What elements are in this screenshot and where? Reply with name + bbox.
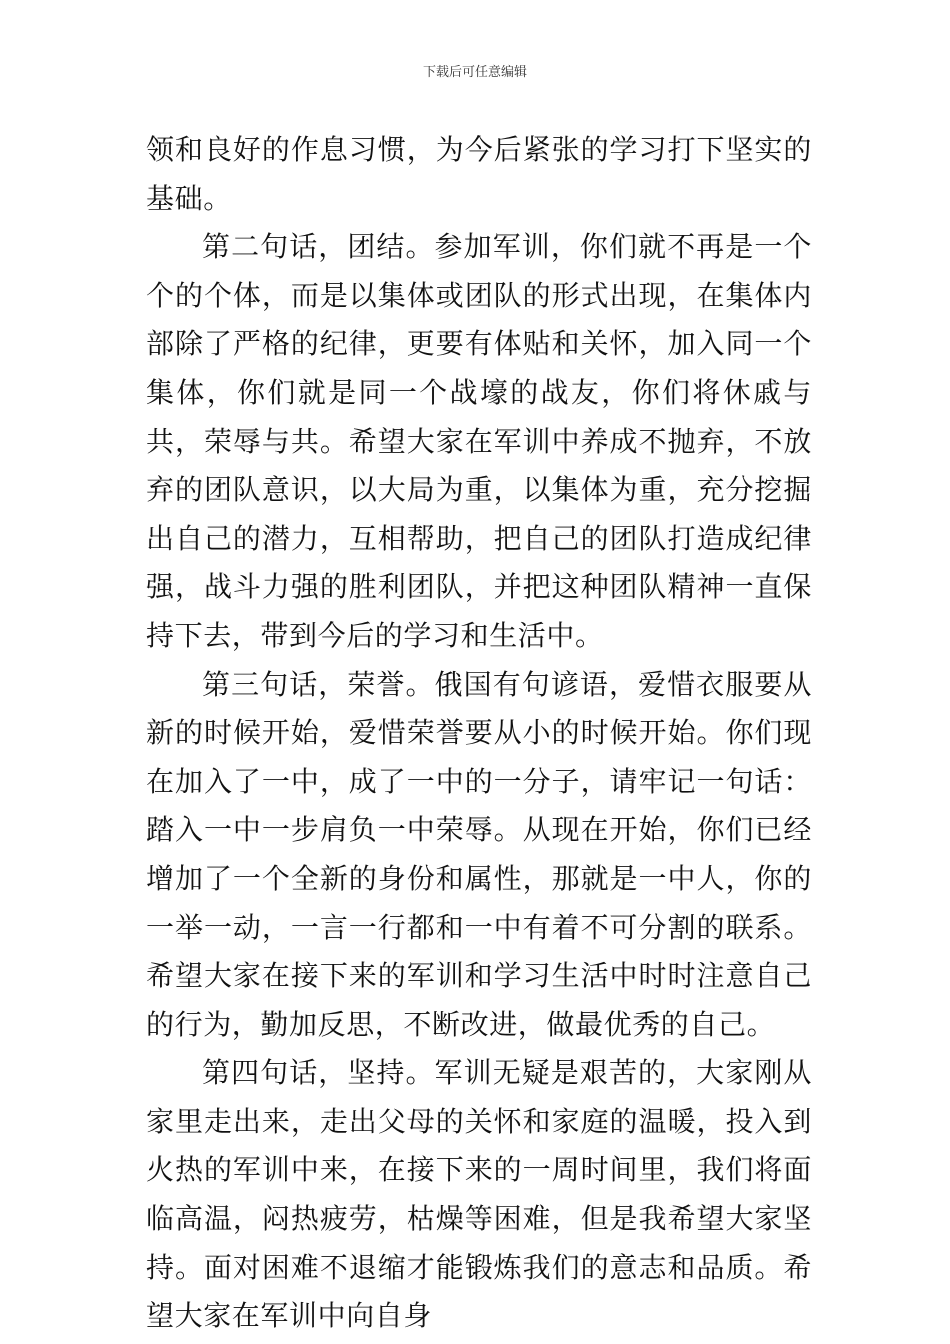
paragraph-honor: 第三句话，荣誉。俄国有句谚语，爱惜衣服要从新的时候开始，爱惜荣誉要从小的时候开始。你们现在加入了一中，成了一中的一分子，请牢记一句话：踏入一中一步肩负一中荣辱。从现在开始，你们已经增加了一个全新的身份和属性，那就是一中人，你的一举一动，一言一行都和一中有着不可分割的联系。希望大家在接下来的军训和学习生活中时时注意自己的行为，勤加反思，不断改进，做最优秀的自己。 [146, 667, 812, 1041]
paragraph-continued: 领和良好的作息习惯，为今后紧张的学习打下坚实的基础。 [146, 133, 812, 215]
page-header-note: 下载后可任意编辑 [422, 65, 527, 80]
paragraph-persistence: 第四句话，坚持。军训无疑是艰苦的，大家刚从家里走出来，走出父母的关怀和家庭的温暖，投入到火热的军训中来，在接下来的一周时间里，我们将面临高温，闷热疲劳，枯燥等困难，但是我希望大家坚持。面对困难不退缩才能锻炼我们的意志和品质。希望大家在军训中向自身 [146, 1056, 812, 1333]
document-body [146, 126, 812, 1341]
paragraph-unity: 第二句话，团结。参加军训，你们就不再是一个个的个体，而是以集体或团队的形式出现，在集体内部除了严格的纪律，更要有体贴和关怀，加入同一个集体，你们就是同一个战壕的战友，你们将休戚与共，荣辱与共。希望大家在军训中养成不抛弃，不放弃的团队意识，以大局为重，以集体为重，充分挖掘出自己的潜力，互相帮助，把自己的团队打造成纪律强，战斗力强的胜利团队，并把这种团队精神一直保持下去，带到今后的学习和生活中。 [146, 230, 812, 652]
